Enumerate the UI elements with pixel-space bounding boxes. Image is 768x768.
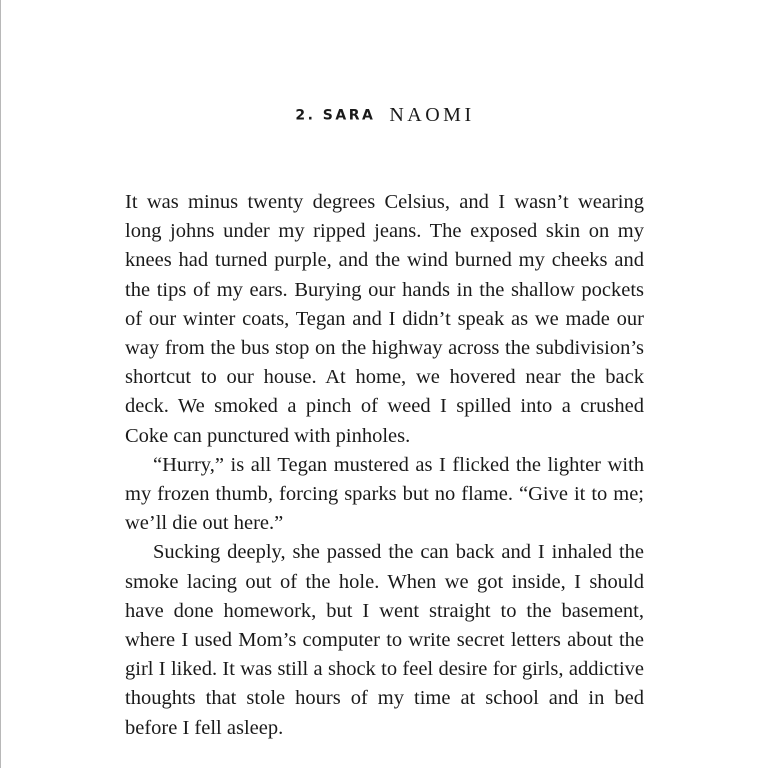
paragraph-3: Sucking deeply, she passed the can back and I inhaled the smoke lacing out of the hole. When we got inside, I should have done homework, but I went straight to the basement, where I used Mom’s computer to write secret letters about the girl I liked. It was still a shock to feel desire for girls, addictive thoughts that stole hours of my time at school and in bed before I fell asleep. xyxy=(125,541,644,739)
chapter-body xyxy=(125,188,644,743)
chapter-number-label: 2. SARA xyxy=(295,107,376,124)
chapter-heading xyxy=(1,104,768,127)
paragraph-1: It was minus twenty degrees Celsius, and I wasn’t wearing long johns under my ripped jeans. The exposed skin on my knees had turned purple, and the wind burned my cheeks and the tips of my ears. Burying our hands in the shallow pockets of our winter coats, Tegan and I didn’t speak as we made our way from the bus stop on the highway across the subdivision’s shortcut to our house. At home, we hovered near the back deck. We smoked a pinch of weed I spilled into a crushed Coke can punctured with pinholes. xyxy=(125,191,644,447)
paragraph-2: “Hurry,” is all Tegan mustered as I flicked the lighter with my frozen thumb, forcing sparks but no flame. “Give it to me; we’ll die out here.” xyxy=(125,453,644,535)
chapter-title: NAOMI xyxy=(389,104,475,126)
